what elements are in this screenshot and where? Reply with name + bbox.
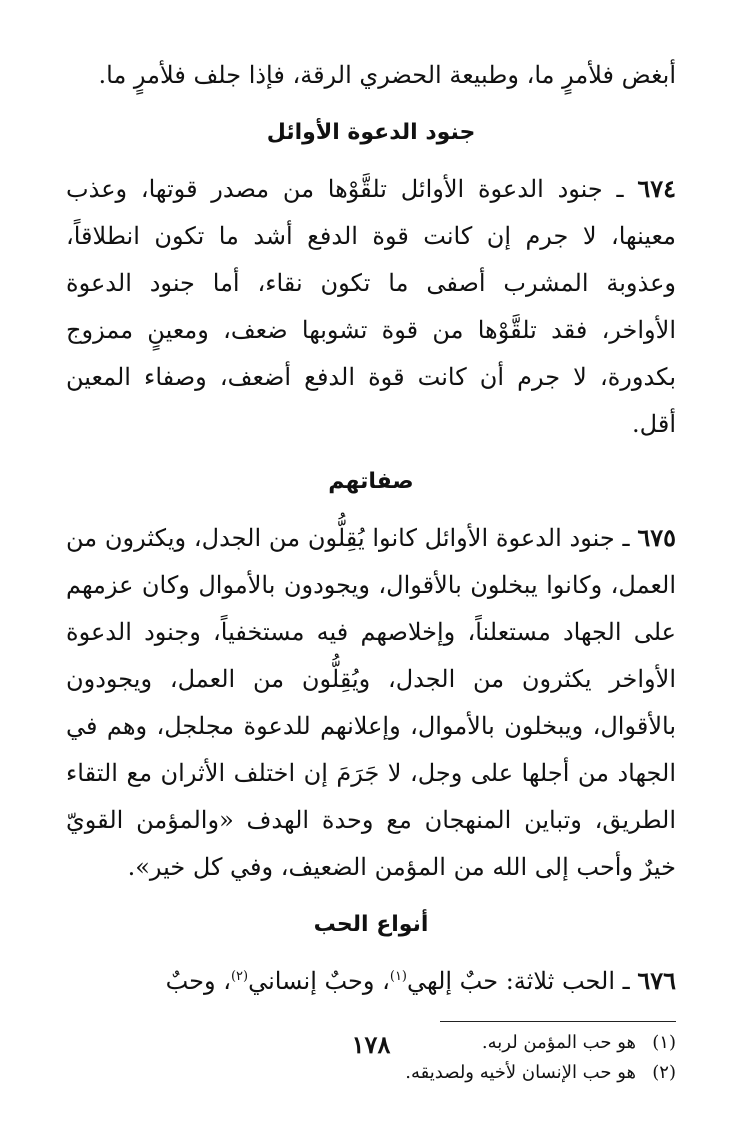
paragraph-number: ٦٧٤	[637, 174, 676, 203]
paragraph-text: جنود الدعوة الأوائل كانوا يُقِلُّون من الجدل، ويكثرون من العمل، وكانوا يبخلون بالأقوال، ويجودون بالأموال وكان عزمهم على الجهاد مستعلناً، وإخلاصهم فيه مستخفياً، وجنود الدعوة الأواخر يكثرون من الجدل، ويُقِلُّون من العمل، ويجودون بالأقوال، ويبخلون بالأموال، وإعلانهم للدعوة مجلجل، وهم في الجهاد من أجلها على وجل، لا جَرَمَ إن اختلف الأثران مع التقاء الطريق، وتباين المنهجان مع وحدة الهدف «والمؤمن القويّ خيرٌ وأحب إلى الله من المؤمن الضعيف، وفي كل خير».	[66, 524, 676, 881]
paragraph-676	[66, 957, 676, 1005]
paragraph-number: ٦٧٥	[637, 523, 676, 552]
footnote-2	[66, 1058, 676, 1088]
paragraph-675	[66, 514, 676, 891]
paragraph-number: ٦٧٦	[637, 966, 676, 995]
footnote-ref-2[interactable]: (٢)	[230, 969, 249, 984]
paragraph-text-a: الحب ثلاثة: حبٌ إلهي	[407, 967, 616, 995]
footnote-divider	[440, 1021, 676, 1022]
paragraph-text-b: ، وحبٌ إنساني	[248, 967, 390, 995]
dash: ـ	[616, 175, 624, 203]
paragraph-text-c: ، وحبٌ	[165, 967, 231, 995]
footnote-text: هو حب المؤمن لربه.	[481, 1032, 636, 1053]
footnote-text: هو حب الإنسان لأخيه ولصديقه.	[405, 1062, 636, 1083]
section-heading-their-traits: صفاتهم	[328, 469, 414, 494]
intro-paragraph: أبغض فلأمرٍ ما، وطبيعة الحضري الرقة، فإذا جلف فلأمرٍ ما.	[98, 61, 676, 89]
dash: ـ	[622, 967, 630, 995]
footnote-ref-1[interactable]: (١)	[389, 969, 407, 984]
paragraph-674	[66, 165, 676, 448]
dash: ـ	[622, 524, 630, 552]
footnote-number: (٢)	[652, 1062, 676, 1083]
section-heading-types-of-love: أنواع الحب	[313, 912, 429, 937]
paragraph-text: جنود الدعوة الأوائل تلقَّوْها من مصدر قوتها، وعذب معينها، لا جرم إن كانت قوة الدفع أشد ما تكون انطلاقاً، وعذوبة المشرب أصفى ما تكون نقاء، أما جنود الدعوة الأواخر، فقد تلقَّوْها من قوة تشوبها ضعف، ومعينٍ ممزوج بكدورة، لا جرم أن كانت قوة الدفع أضعف، وصفاء المعين أقل.	[66, 175, 676, 438]
page-number: ١٧٨	[351, 1030, 391, 1059]
section-heading-first-soldiers: جنود الدعوة الأوائل	[266, 120, 476, 145]
footnote-number: (١)	[652, 1032, 676, 1053]
